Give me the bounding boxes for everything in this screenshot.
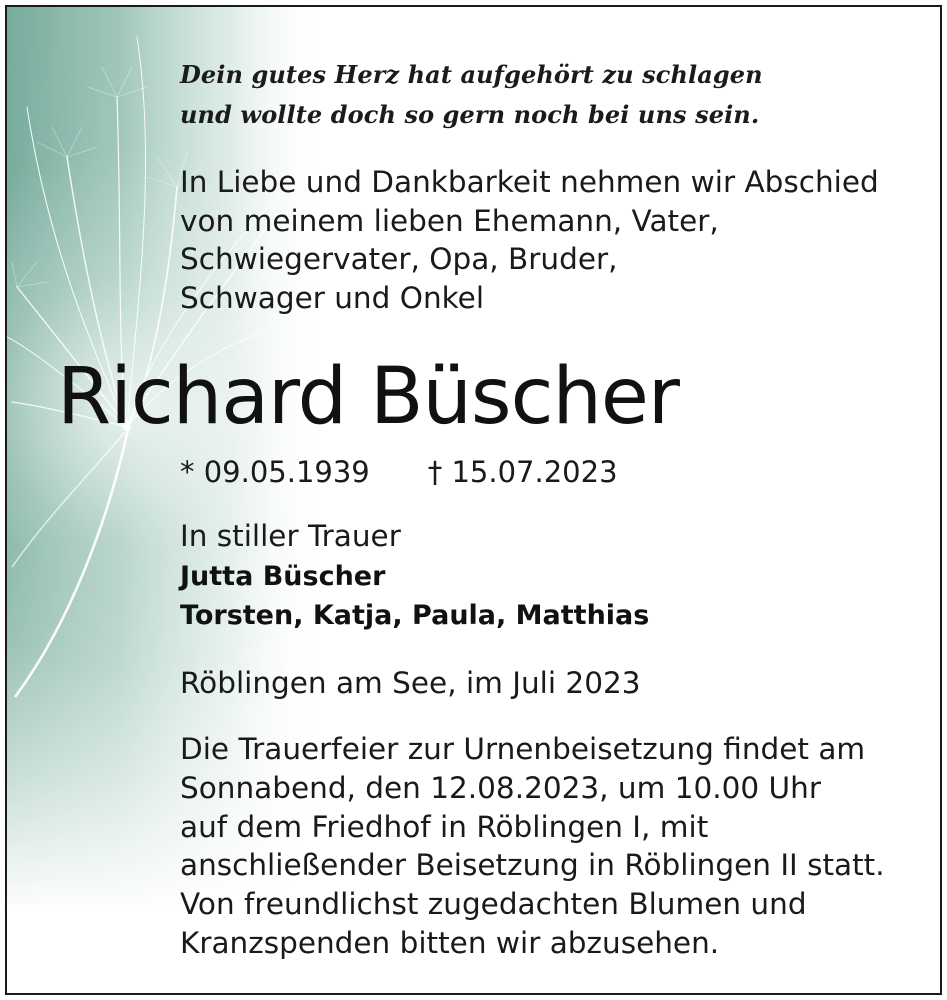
farewell-intro-line: Schwager und Onkel [180, 280, 485, 315]
deceased-name: Richard Büscher [57, 352, 679, 442]
memorial-verse-line: Dein gutes Herz hat aufgehört zu schlagen [180, 60, 763, 89]
funeral-notice-line: Sonnabend, den 12.08.2023, um 10.00 Uhr [180, 770, 821, 805]
funeral-notice-line: Die Trauerfeier zur Urnenbeisetzung findet am [180, 732, 866, 766]
farewell-intro-line: von meinem lieben Ehemann, Vater, [180, 203, 719, 238]
funeral-notice-line: anschließender Beisetzung in Röblingen II statt. [180, 848, 885, 883]
mourning-phrase: In stiller Trauer [180, 519, 401, 553]
mourner-name: Jutta Büscher [180, 560, 386, 592]
life-dates [180, 453, 618, 491]
place-and-date: Röblingen am See, im Juli 2023 [180, 666, 641, 700]
funeral-notice-line: Kranzspenden bitten wir abzusehen. [180, 925, 720, 960]
funeral-notice-line: Von freundlichst zugedachten Blumen und [180, 887, 807, 922]
mourners-block [180, 517, 649, 636]
obituary-content [7, 7, 940, 993]
memorial-verse-line: und wollte doch so gern noch bei uns sein. [180, 100, 760, 129]
farewell-intro-line: Schwiegervater, Opa, Bruder, [180, 242, 618, 276]
farewell-intro [180, 163, 879, 317]
birth-date: * 09.05.1939 [180, 455, 370, 489]
farewell-intro-line: In Liebe und Dankbarkeit nehmen wir Abschied [180, 165, 879, 199]
funeral-notice-line: auf dem Friedhof in Röblingen I, mit [180, 809, 709, 844]
obituary-card [5, 5, 942, 995]
mourner-name: Torsten, Katja, Paula, Matthias [180, 600, 650, 631]
memorial-verse [180, 55, 763, 135]
death-date: † 15.07.2023 [427, 455, 618, 489]
funeral-notice [180, 730, 885, 963]
